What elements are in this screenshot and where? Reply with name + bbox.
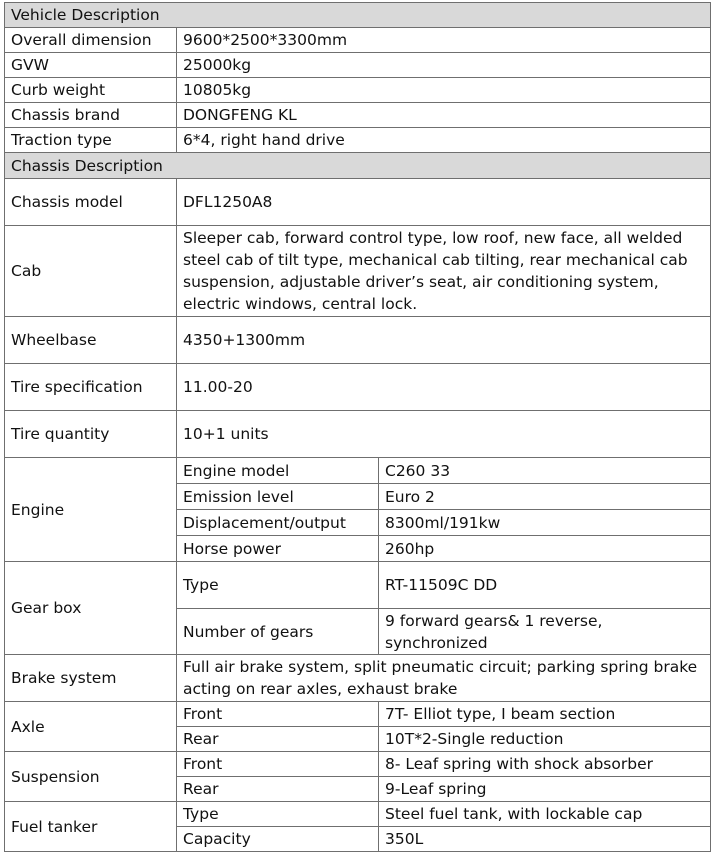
sub-value: 10T*2-Single reduction	[379, 727, 711, 752]
row-value: DONGFENG KL	[177, 103, 711, 128]
row-label: Chassis model	[5, 179, 177, 226]
table-row	[5, 458, 711, 484]
sub-label: Front	[177, 702, 379, 727]
sub-label: Front	[177, 752, 379, 777]
table-row	[5, 802, 711, 827]
sub-label: Rear	[177, 727, 379, 752]
row-label: Cab	[5, 226, 177, 317]
row-value: Full air brake system, split pneumatic circuit; parking spring brake acting on rear axles, exhaust brake	[177, 655, 711, 702]
row-label: Axle	[5, 702, 177, 752]
table-row	[5, 28, 711, 53]
sub-value: C260 33	[379, 458, 711, 484]
row-value: 4350+1300mm	[177, 317, 711, 364]
sub-label: Displacement/output	[177, 510, 379, 536]
spec-table	[4, 2, 711, 852]
row-label: GVW	[5, 53, 177, 78]
table-row	[5, 179, 711, 226]
sub-label: Emission level	[177, 484, 379, 510]
row-label: Gear box	[5, 562, 177, 655]
table-row	[5, 103, 711, 128]
table-row	[5, 364, 711, 411]
section-title: Chassis Description	[5, 153, 711, 179]
row-value: 10805kg	[177, 78, 711, 103]
section-header-chassis	[5, 153, 711, 179]
sub-label: Rear	[177, 777, 379, 802]
section-header-vehicle	[5, 3, 711, 28]
row-value: DFL1250A8	[177, 179, 711, 226]
section-title: Vehicle Description	[5, 3, 711, 28]
sub-label: Horse power	[177, 536, 379, 562]
sub-label: Number of gears	[177, 609, 379, 655]
table-row	[5, 752, 711, 777]
table-row	[5, 317, 711, 364]
sub-value: 9-Leaf spring	[379, 777, 711, 802]
sub-value: 8- Leaf spring with shock absorber	[379, 752, 711, 777]
row-label: Chassis brand	[5, 103, 177, 128]
table-row	[5, 226, 711, 317]
sub-value: Steel fuel tank, with lockable cap	[379, 802, 711, 827]
row-label: Suspension	[5, 752, 177, 802]
row-label: Overall dimension	[5, 28, 177, 53]
sub-value: 8300ml/191kw	[379, 510, 711, 536]
sub-label: Type	[177, 562, 379, 609]
row-value: 25000kg	[177, 53, 711, 78]
row-label: Fuel tanker	[5, 802, 177, 852]
row-label: Tire specification	[5, 364, 177, 411]
table-row	[5, 702, 711, 727]
sub-label: Type	[177, 802, 379, 827]
sub-label: Capacity	[177, 827, 379, 852]
row-label: Engine	[5, 458, 177, 562]
row-value: 6*4, right hand drive	[177, 128, 711, 153]
table-row	[5, 411, 711, 458]
sub-value: 7T- Elliot type, I beam section	[379, 702, 711, 727]
row-value: 11.00-20	[177, 364, 711, 411]
sub-value: 260hp	[379, 536, 711, 562]
sub-value: 350L	[379, 827, 711, 852]
row-label: Tire quantity	[5, 411, 177, 458]
sub-value: Euro 2	[379, 484, 711, 510]
row-label: Wheelbase	[5, 317, 177, 364]
sub-value: 9 forward gears& 1 reverse, synchronized	[379, 609, 711, 655]
table-row	[5, 655, 711, 702]
table-row	[5, 128, 711, 153]
table-row	[5, 53, 711, 78]
row-value: 9600*2500*3300mm	[177, 28, 711, 53]
row-label: Curb weight	[5, 78, 177, 103]
table-row	[5, 562, 711, 609]
row-value: Sleeper cab, forward control type, low roof, new face, all welded steel cab of tilt type, mechanical cab tilting, rear mechanical cab suspension, adjustable driver’s seat, air conditioning system, electric windows, central lock.	[177, 226, 711, 317]
row-label: Traction type	[5, 128, 177, 153]
row-value: 10+1 units	[177, 411, 711, 458]
sub-value: RT-11509C DD	[379, 562, 711, 609]
sub-label: Engine model	[177, 458, 379, 484]
table-row	[5, 78, 711, 103]
row-label: Brake system	[5, 655, 177, 702]
